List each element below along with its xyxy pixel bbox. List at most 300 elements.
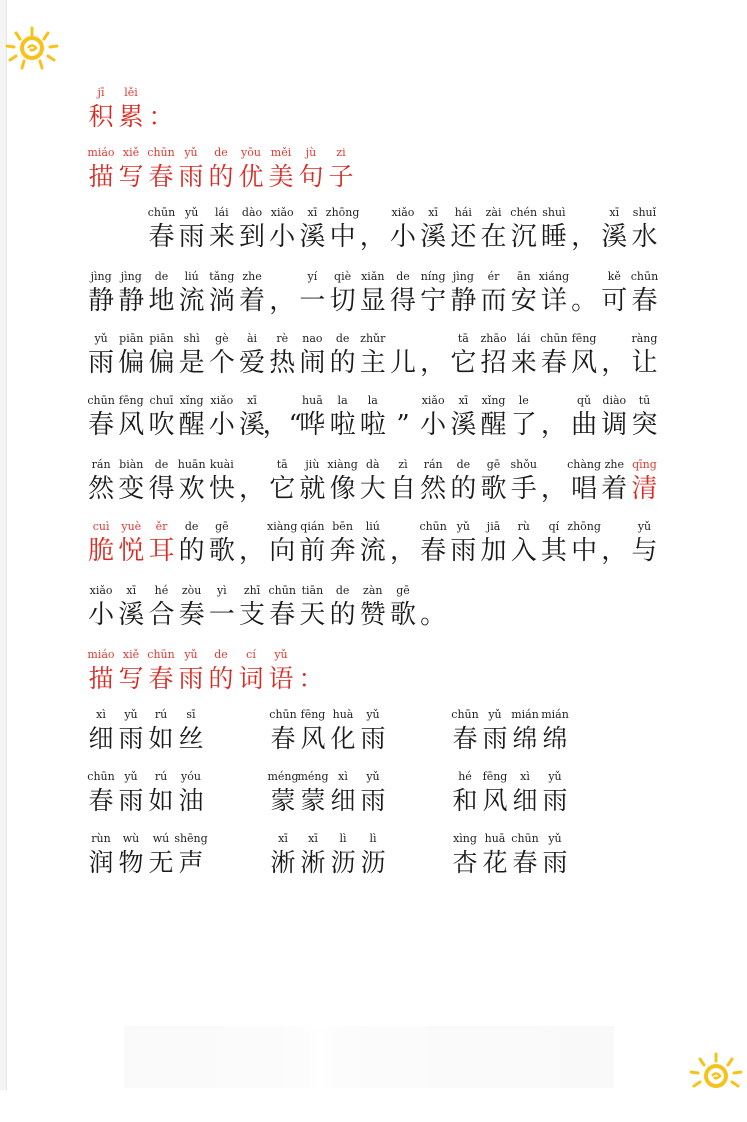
- hanzi: 风: [571, 348, 598, 378]
- ruby-char: [478, 206, 508, 254]
- pinyin: qiè: [334, 270, 352, 283]
- pinyin: ān: [516, 270, 531, 283]
- ruby-char: [326, 146, 356, 194]
- pinyin: chūn: [419, 520, 447, 533]
- hanzi: 雨: [360, 786, 386, 815]
- ruby-char: [266, 648, 296, 696]
- pinyin: lái: [516, 332, 531, 345]
- ruby-char: [297, 584, 327, 632]
- hanzi: ：: [148, 102, 174, 131]
- hanzi: 风: [482, 786, 508, 815]
- pinyin: měi: [270, 146, 292, 159]
- hanzi: 描: [88, 162, 114, 191]
- hanzi: 写: [118, 664, 144, 693]
- hanzi: 春: [88, 786, 114, 815]
- ruby-char: [267, 458, 297, 506]
- ruby-char: [540, 708, 570, 770]
- ruby-char: [480, 832, 510, 894]
- hanzi: 流: [359, 536, 386, 566]
- pinyin: huān: [177, 458, 206, 471]
- hanzi: ，: [540, 474, 567, 504]
- ruby-char: [358, 394, 388, 442]
- hanzi: 积: [88, 102, 114, 131]
- hanzi: 吹: [148, 410, 175, 440]
- hanzi: 热: [269, 348, 296, 378]
- pinyin: rú: [154, 708, 168, 721]
- ruby-char: [328, 584, 358, 632]
- ruby-char: [509, 520, 539, 568]
- pinyin: qí: [548, 520, 560, 533]
- paragraph-line: [86, 270, 660, 318]
- pinyin: yì: [216, 584, 227, 597]
- hanzi: 春: [452, 724, 478, 753]
- ruby-char: [266, 146, 296, 194]
- ruby-char: [86, 270, 116, 318]
- paragraph-line: [86, 332, 660, 380]
- ruby-char: [146, 394, 176, 442]
- ruby-char: [328, 520, 358, 568]
- paragraph-line: [86, 458, 660, 506]
- hanzi: 歌: [208, 536, 235, 566]
- hanzi: 像: [329, 474, 356, 504]
- ruby-char: [146, 146, 176, 194]
- hanzi: 大: [359, 474, 386, 504]
- pinyin: rán: [91, 458, 111, 471]
- hanzi: 前: [299, 536, 326, 566]
- pinyin: kuài: [209, 458, 234, 471]
- ruby-char: [509, 394, 539, 442]
- hanzi: 入: [510, 536, 537, 566]
- ruby-char: [629, 270, 659, 318]
- hanzi: 蒙: [300, 786, 326, 815]
- ruby-char: [358, 832, 388, 894]
- ruby-char: [297, 270, 327, 318]
- ruby-char: [569, 394, 599, 442]
- hanzi: 唱: [571, 474, 598, 504]
- pinyin: kě: [607, 270, 621, 283]
- hanzi: 安: [510, 286, 537, 316]
- ruby-char: [86, 648, 116, 696]
- pinyin: yǔ: [124, 770, 138, 783]
- hanzi: 个: [208, 348, 235, 378]
- hanzi: 词: [238, 664, 264, 693]
- ruby-char: [328, 332, 358, 380]
- ruby-char: [116, 770, 146, 832]
- hanzi: 而: [480, 286, 507, 316]
- ruby-char: [236, 648, 266, 696]
- hanzi: 奏: [178, 600, 205, 630]
- pinyin: yǔ: [548, 770, 562, 783]
- pinyin: zhe: [242, 270, 262, 283]
- hanzi: 赞: [359, 600, 386, 630]
- pinyin: xǐng: [481, 394, 506, 407]
- hanzi: 小: [88, 600, 115, 630]
- ruby-char: [237, 332, 267, 380]
- hanzi: 化: [330, 724, 356, 753]
- hanzi: 爱: [239, 348, 266, 378]
- hanzi: 加: [480, 536, 507, 566]
- ruby-char: [207, 206, 237, 254]
- ruby-char: [116, 394, 146, 442]
- pinyin: níng: [420, 270, 446, 283]
- hanzi: 歌: [389, 600, 416, 630]
- ruby-char: [296, 146, 326, 194]
- pinyin: de: [184, 520, 199, 533]
- hanzi: 春: [88, 410, 115, 440]
- ruby-char: [448, 520, 478, 568]
- pinyin: rù: [517, 520, 530, 533]
- pinyin: yǔ: [94, 332, 108, 345]
- pinyin: zhī: [243, 584, 261, 597]
- hanzi: 。: [571, 286, 598, 316]
- ruby-char: [388, 584, 418, 632]
- ruby-char: [146, 86, 176, 134]
- pinyin: zhōng: [325, 206, 360, 219]
- hanzi: 优: [238, 162, 264, 191]
- hanzi: ，: [601, 536, 628, 566]
- hanzi: 风: [300, 724, 326, 753]
- pinyin: zàn: [363, 584, 383, 597]
- ruby-char: [177, 584, 207, 632]
- pinyin: chūn: [511, 832, 539, 845]
- pinyin: de: [154, 458, 169, 471]
- ruby-char: [86, 584, 116, 632]
- pinyin: méng: [297, 770, 329, 783]
- ruby-char: [146, 770, 176, 832]
- hanzi: 的: [208, 162, 234, 191]
- hanzi: 宁: [420, 286, 447, 316]
- ruby-char: [539, 332, 569, 380]
- idiom: [268, 832, 450, 894]
- hanzi: 合: [148, 600, 175, 630]
- ruby-char: [237, 270, 267, 318]
- pinyin: le: [518, 394, 529, 407]
- hanzi: 雨: [178, 222, 205, 252]
- pinyin: xī: [308, 832, 318, 845]
- pinyin: shǒu: [510, 458, 537, 471]
- pinyin: fēng: [300, 708, 326, 721]
- hanzi: 还: [450, 222, 477, 252]
- pinyin: chūn: [630, 270, 659, 283]
- idiom: [268, 708, 450, 770]
- pinyin: rè: [276, 332, 289, 345]
- word-row: [86, 832, 646, 894]
- hanzi: 它: [450, 348, 477, 378]
- hanzi: 得: [148, 474, 175, 504]
- hanzi: 溪: [420, 222, 447, 252]
- hanzi: 细: [512, 786, 538, 815]
- hanzi: 它: [269, 474, 296, 504]
- pinyin: yí: [307, 270, 318, 283]
- ruby-char: [116, 648, 146, 696]
- hanzi: 小: [208, 410, 235, 440]
- hanzi: 手: [510, 474, 537, 504]
- idiom: [450, 708, 632, 770]
- hanzi: 雨: [88, 348, 115, 378]
- hanzi: 的: [329, 348, 356, 378]
- word-row: [86, 770, 646, 832]
- hanzi: 累: [118, 102, 144, 131]
- ruby-char: [358, 458, 388, 506]
- ruby-char: [569, 270, 599, 318]
- pinyin: xiǎo: [391, 206, 415, 219]
- pinyin: cí: [246, 648, 256, 661]
- pinyin: lì: [339, 832, 347, 845]
- pinyin: fēng: [482, 770, 508, 783]
- ruby-char: [539, 270, 569, 318]
- ruby-char: [237, 458, 267, 506]
- hanzi: ，: [359, 222, 386, 252]
- paragraph-line: [86, 206, 660, 254]
- hanzi: 沥: [360, 848, 386, 877]
- pinyin: de: [214, 146, 228, 159]
- ruby-char: [146, 832, 176, 894]
- ruby-char: [298, 708, 328, 770]
- hanzi: 歌: [480, 474, 507, 504]
- pinyin: hé: [458, 770, 472, 783]
- ruby-char: [325, 206, 360, 254]
- pinyin: yǔ: [456, 520, 470, 533]
- ruby-char: [207, 270, 237, 318]
- hanzi: 无: [148, 848, 174, 877]
- pinyin: lěi: [124, 86, 138, 99]
- hanzi: 悦: [118, 536, 145, 566]
- hanzi: ：: [298, 664, 324, 693]
- hanzi: 主: [359, 348, 386, 378]
- ruby-char: [450, 770, 480, 832]
- hanzi: 流: [178, 286, 205, 316]
- pinyin: huā: [484, 832, 506, 845]
- hanzi: 其: [540, 536, 567, 566]
- ruby-char: [116, 146, 146, 194]
- hanzi: 雨: [118, 786, 144, 815]
- ruby-char: [358, 332, 388, 380]
- pinyin: xiǎo: [421, 394, 445, 407]
- ruby-char: [448, 332, 478, 380]
- ruby-char: [599, 206, 629, 254]
- hanzi: 招: [480, 348, 507, 378]
- hanzi: 风: [118, 410, 145, 440]
- hanzi: 。: [420, 600, 447, 630]
- hanzi: 绵: [512, 724, 538, 753]
- idiom: [86, 770, 268, 832]
- hanzi: 声: [178, 848, 204, 877]
- idiom: [86, 708, 268, 770]
- sun-icon: [686, 1052, 746, 1090]
- ruby-char: [629, 458, 659, 506]
- ruby-char: [509, 270, 539, 318]
- hanzi: 一: [208, 600, 235, 630]
- hanzi: 溪: [450, 410, 477, 440]
- pinyin: piān: [149, 332, 174, 345]
- ruby-char: [116, 332, 146, 380]
- pinyin: chūn: [540, 332, 568, 345]
- hanzi: 快: [208, 474, 235, 504]
- pinyin: yǔ: [637, 520, 652, 533]
- ruby-char: [540, 770, 570, 832]
- ruby-char: [267, 270, 297, 318]
- bottom-strip: [0, 1090, 747, 1122]
- pinyin: tiān: [301, 584, 324, 597]
- hanzi: 的: [450, 474, 477, 504]
- pinyin: jī: [97, 86, 105, 99]
- ruby-char: [388, 394, 418, 442]
- hanzi: 静: [88, 286, 115, 316]
- hanzi: 支: [239, 600, 266, 630]
- ruby-char: [358, 206, 388, 254]
- hanzi: 春: [420, 536, 447, 566]
- ruby-char: [207, 520, 237, 568]
- hanzi: 得: [389, 286, 416, 316]
- pinyin: chūn: [87, 394, 115, 407]
- ruby-char: [177, 270, 207, 318]
- ruby-char: [418, 394, 448, 442]
- hanzi: 淅: [270, 848, 296, 877]
- word-row: [86, 708, 646, 770]
- hanzi: 是: [178, 348, 205, 378]
- ruby-char: [86, 458, 116, 506]
- pinyin: gē: [215, 520, 229, 533]
- pinyin: liú: [365, 520, 380, 533]
- pinyin: xī: [458, 394, 469, 407]
- pinyin: la: [337, 394, 348, 407]
- ruby-char: [177, 206, 207, 254]
- pinyin: fēng: [118, 394, 144, 407]
- hanzi: 小: [269, 222, 296, 252]
- hanzi: 花: [482, 848, 508, 877]
- ruby-char: [418, 458, 448, 506]
- pinyin: zhe: [604, 458, 624, 471]
- hanzi: 水: [631, 222, 658, 252]
- pinyin: chūn: [269, 708, 297, 721]
- ruby-char: [510, 832, 540, 894]
- hanzi: 醒: [178, 410, 205, 440]
- pinyin: xiě: [122, 648, 140, 661]
- pinyin: dào: [241, 206, 263, 219]
- pinyin: chuī: [149, 394, 174, 407]
- hanzi: 语: [268, 664, 294, 693]
- ruby-char: [262, 394, 302, 442]
- hanzi: 的: [329, 600, 356, 630]
- hanzi: 天: [299, 600, 326, 630]
- pinyin: de: [335, 584, 350, 597]
- pinyin: lái: [215, 206, 229, 219]
- hanzi: 溪: [601, 222, 628, 252]
- pinyin: méng: [267, 770, 299, 783]
- idiom: [450, 770, 632, 832]
- pinyin: chūn: [268, 584, 296, 597]
- pinyin: huā: [302, 394, 323, 407]
- pinyin: gē: [486, 458, 501, 471]
- hanzi: 小: [420, 410, 447, 440]
- hanzi: 着: [601, 474, 628, 504]
- ruby-char: [297, 394, 327, 442]
- hanzi: 脆: [88, 536, 115, 566]
- hanzi: 儿: [389, 348, 416, 378]
- pinyin: de: [154, 270, 169, 283]
- ruby-char: [480, 770, 510, 832]
- ruby-char: [448, 394, 478, 442]
- pinyin: zòu: [181, 584, 202, 597]
- hanzi: 中: [329, 222, 356, 252]
- ruby-char: [146, 206, 176, 254]
- hanzi: 来: [510, 348, 537, 378]
- pinyin: rùn: [91, 832, 111, 845]
- ruby-char: [177, 520, 207, 568]
- pinyin: ěr: [155, 520, 168, 533]
- pinyin: nao: [302, 332, 323, 345]
- pinyin: xì: [96, 708, 106, 721]
- ruby-char: [176, 648, 206, 696]
- ruby-char: [509, 458, 539, 506]
- pinyin: xiǎo: [270, 206, 294, 219]
- hanzi: 雨: [178, 162, 204, 191]
- pinyin: xiàng: [327, 458, 358, 471]
- pinyin: lì: [369, 832, 377, 845]
- pinyin: dà: [365, 458, 380, 471]
- hanzi: ，: [269, 286, 296, 316]
- pinyin: yuè: [121, 520, 142, 533]
- pinyin: xiàng: [267, 520, 298, 533]
- hanzi: 耳: [148, 536, 175, 566]
- pinyin: yōu: [241, 146, 261, 159]
- pinyin: huà: [332, 708, 354, 721]
- ruby-char: [206, 146, 236, 194]
- ruby-char: [539, 206, 569, 254]
- ruby-char: [116, 86, 146, 134]
- ruby-char: [388, 332, 418, 380]
- ruby-char: [146, 332, 176, 380]
- ruby-char: [86, 708, 116, 770]
- hanzi: 春: [148, 162, 174, 191]
- ruby-char: [268, 708, 298, 770]
- ruby-char: [297, 458, 327, 506]
- pinyin: chūn: [147, 206, 176, 219]
- pinyin: xì: [338, 770, 348, 783]
- hanzi: 让: [631, 348, 658, 378]
- pinyin: xiǎn: [361, 270, 385, 283]
- hanzi: 在: [480, 222, 507, 252]
- hanzi: 雨: [482, 724, 508, 753]
- ruby-char: [86, 206, 116, 254]
- ruby-char: [569, 520, 599, 568]
- ruby-char: [237, 206, 267, 254]
- pinyin: yǔ: [488, 708, 502, 721]
- hanzi: 春: [631, 286, 658, 316]
- pinyin: tǎng: [209, 270, 235, 283]
- ruby-char: [86, 832, 116, 894]
- ruby-char: [146, 648, 176, 696]
- pinyin: xì: [520, 770, 530, 783]
- ruby-char: [539, 458, 569, 506]
- ruby-char: [297, 206, 327, 254]
- ruby-char: [267, 332, 297, 380]
- ruby-char: [418, 206, 448, 254]
- hanzi: 然: [88, 474, 115, 504]
- ruby-char: [388, 520, 418, 568]
- hanzi: 春: [540, 348, 567, 378]
- hanzi: 和: [452, 786, 478, 815]
- ruby-char: [388, 458, 418, 506]
- paragraph-line: [86, 394, 660, 442]
- ruby-char: [510, 770, 540, 832]
- hanzi: 自: [389, 474, 416, 504]
- ruby-char: [297, 332, 327, 380]
- ruby-char: [207, 332, 237, 380]
- pinyin: jìng: [90, 270, 112, 283]
- hanzi: 润: [88, 848, 114, 877]
- pinyin: chūn: [87, 770, 115, 783]
